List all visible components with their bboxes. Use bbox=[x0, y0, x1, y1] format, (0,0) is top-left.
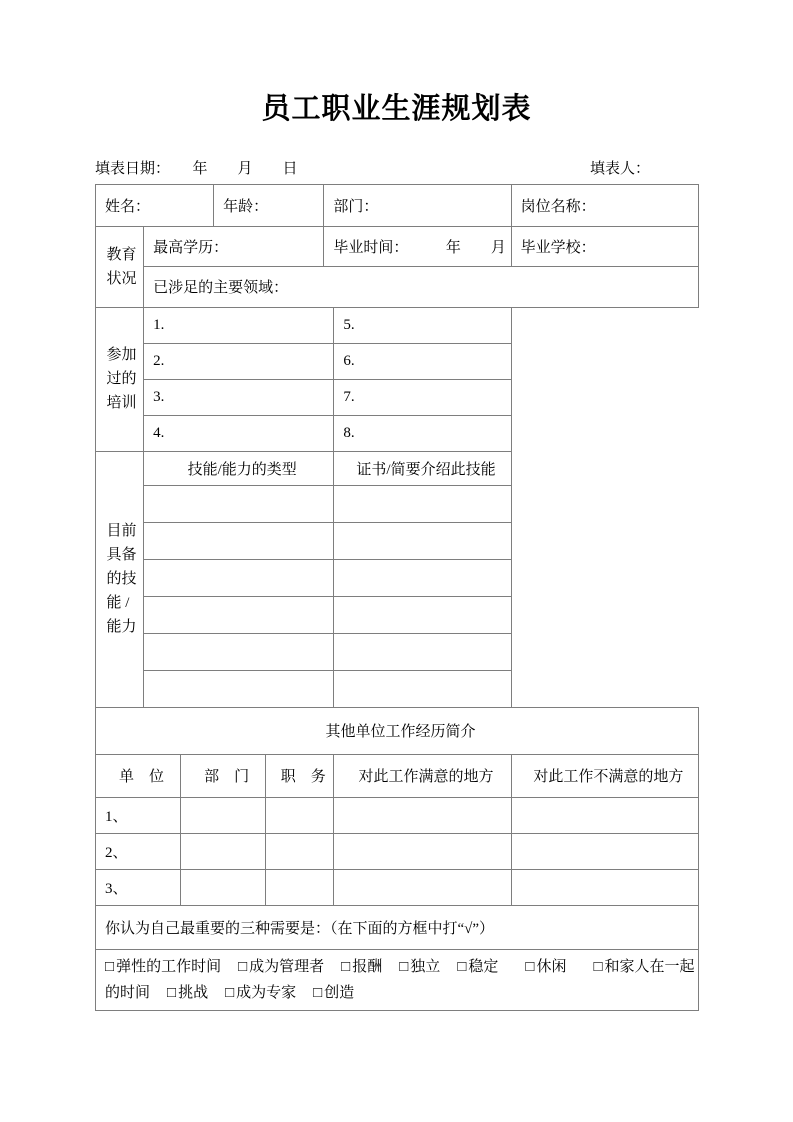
experience-department-cell[interactable] bbox=[181, 869, 266, 905]
needs-prompt-row bbox=[96, 905, 699, 949]
skill-type-cell[interactable] bbox=[144, 633, 334, 670]
fields-covered-field[interactable]: 已涉足的主要领域： bbox=[144, 266, 699, 307]
experience-unit-cell[interactable]: 2、 bbox=[96, 833, 181, 869]
fields-covered-row bbox=[96, 266, 699, 307]
need-option-label: 成为管理者 bbox=[249, 958, 325, 975]
skill-cert-cell[interactable] bbox=[334, 596, 511, 633]
skill-cert-cell[interactable] bbox=[334, 633, 511, 670]
need-option-leisure[interactable] bbox=[525, 959, 566, 975]
checkbox-icon[interactable]: □ bbox=[225, 984, 235, 1001]
checkbox-icon[interactable]: □ bbox=[525, 958, 535, 975]
needs-options bbox=[96, 949, 699, 1010]
experience-unit-cell[interactable]: 3、 bbox=[96, 869, 181, 905]
experience-header-satisfied: 对此工作满意的地方 bbox=[334, 754, 511, 797]
experience-header-position: 职 务 bbox=[266, 754, 334, 797]
skills-row bbox=[96, 559, 699, 596]
need-option-creativity[interactable] bbox=[313, 985, 354, 1001]
experience-row bbox=[96, 833, 699, 869]
experience-section-title: 其他单位工作经历简介 bbox=[96, 707, 699, 754]
need-option-label: 成为专家 bbox=[236, 984, 297, 1001]
skills-row bbox=[96, 596, 699, 633]
experience-position-cell[interactable] bbox=[266, 833, 334, 869]
basic-info-row bbox=[96, 184, 699, 226]
skill-type-cell[interactable] bbox=[144, 596, 334, 633]
training-item-7[interactable]: 7. bbox=[334, 379, 511, 415]
experience-department-cell[interactable] bbox=[181, 833, 266, 869]
checkbox-icon[interactable]: □ bbox=[593, 958, 603, 975]
experience-satisfied-cell[interactable] bbox=[334, 869, 511, 905]
position-field[interactable]: 岗位名称： bbox=[511, 184, 698, 226]
training-row bbox=[96, 379, 699, 415]
experience-satisfied-cell[interactable] bbox=[334, 833, 511, 869]
skills-row bbox=[96, 633, 699, 670]
experience-position-cell[interactable] bbox=[266, 869, 334, 905]
graduation-time-field[interactable]: 毕业时间： 年 月 bbox=[324, 226, 511, 266]
experience-header-unit: 单 位 bbox=[96, 754, 181, 797]
checkbox-icon[interactable]: □ bbox=[238, 958, 248, 975]
checkbox-icon[interactable]: □ bbox=[341, 958, 351, 975]
skill-type-cell[interactable] bbox=[144, 485, 334, 522]
training-item-8[interactable]: 8. bbox=[334, 415, 511, 451]
need-option-become-expert[interactable] bbox=[225, 985, 296, 1001]
age-field[interactable]: 年龄： bbox=[214, 184, 324, 226]
need-option-label: 和家人在一起的时间 bbox=[105, 958, 695, 1001]
skill-cert-cell[interactable] bbox=[334, 485, 511, 522]
experience-position-cell[interactable] bbox=[266, 797, 334, 833]
need-option-label: 弹性的工作时间 bbox=[116, 958, 222, 975]
career-plan-form bbox=[95, 184, 699, 1011]
experience-row bbox=[96, 797, 699, 833]
skills-row bbox=[96, 670, 699, 707]
need-option-independence[interactable] bbox=[399, 959, 440, 975]
need-option-flexible-hours[interactable] bbox=[105, 959, 221, 975]
training-row bbox=[96, 415, 699, 451]
education-row bbox=[96, 226, 699, 266]
training-item-3[interactable]: 3. bbox=[144, 379, 334, 415]
training-section-label: 参加过的培训 bbox=[96, 307, 144, 451]
experience-unsatisfied-cell[interactable] bbox=[511, 797, 698, 833]
checkbox-icon[interactable]: □ bbox=[167, 984, 177, 1001]
checkbox-icon[interactable]: □ bbox=[313, 984, 323, 1001]
fill-date-label: 填表日期： 年 月 日 bbox=[95, 160, 298, 177]
experience-satisfied-cell[interactable] bbox=[334, 797, 511, 833]
experience-unit-cell[interactable]: 1、 bbox=[96, 797, 181, 833]
training-item-6[interactable]: 6. bbox=[334, 343, 511, 379]
training-item-4[interactable]: 4. bbox=[144, 415, 334, 451]
degree-field[interactable]: 最高学历： bbox=[144, 226, 324, 266]
need-option-label: 休闲 bbox=[536, 958, 567, 975]
skill-cert-cell[interactable] bbox=[334, 670, 511, 707]
experience-department-cell[interactable] bbox=[181, 797, 266, 833]
training-item-1[interactable]: 1. bbox=[144, 307, 334, 343]
skill-cert-cell[interactable] bbox=[334, 522, 511, 559]
checkbox-icon[interactable]: □ bbox=[105, 958, 115, 975]
training-item-5[interactable]: 5. bbox=[334, 307, 511, 343]
experience-title-row bbox=[96, 707, 699, 754]
need-option-become-manager[interactable] bbox=[238, 959, 324, 975]
experience-header-row bbox=[96, 754, 699, 797]
need-option-label: 稳定 bbox=[468, 958, 499, 975]
skills-header-row bbox=[96, 451, 699, 485]
skills-section-label: 目前具备的技能 / 能力 bbox=[96, 451, 144, 707]
experience-header-department: 部 门 bbox=[181, 754, 266, 797]
need-option-stability[interactable] bbox=[457, 959, 498, 975]
page-title: 员工职业生涯规划表 bbox=[261, 93, 532, 125]
need-option-label: 报酬 bbox=[352, 958, 383, 975]
school-field[interactable]: 毕业学校： bbox=[511, 226, 698, 266]
skill-cert-cell[interactable] bbox=[334, 559, 511, 596]
needs-options-row bbox=[96, 949, 699, 1010]
need-option-pay[interactable] bbox=[341, 959, 382, 975]
needs-prompt: 你认为自己最重要的三种需要是：（在下面的方框中打“√”） bbox=[96, 905, 699, 949]
meta-row bbox=[95, 159, 697, 179]
skills-cert-header: 证书/简要介绍此技能 bbox=[334, 451, 511, 485]
need-option-challenge[interactable] bbox=[167, 985, 208, 1001]
need-option-label: 挑战 bbox=[178, 984, 209, 1001]
experience-unsatisfied-cell[interactable] bbox=[511, 869, 698, 905]
skills-row bbox=[96, 522, 699, 559]
filler-label: 填表人： bbox=[589, 160, 650, 177]
education-section-label: 教育状况 bbox=[96, 226, 144, 307]
training-item-2[interactable]: 2. bbox=[144, 343, 334, 379]
experience-row bbox=[96, 869, 699, 905]
skills-row bbox=[96, 485, 699, 522]
experience-unsatisfied-cell[interactable] bbox=[511, 833, 698, 869]
skill-type-cell[interactable] bbox=[144, 522, 334, 559]
experience-header-unsatisfied: 对此工作不满意的地方 bbox=[511, 754, 698, 797]
skill-type-cell[interactable] bbox=[144, 670, 334, 707]
skill-type-cell[interactable] bbox=[144, 559, 334, 596]
training-row bbox=[96, 343, 699, 379]
checkbox-icon[interactable]: □ bbox=[399, 958, 409, 975]
department-field[interactable]: 部门： bbox=[324, 184, 511, 226]
skills-type-header: 技能/能力的类型 bbox=[144, 451, 334, 485]
name-field[interactable]: 姓名： bbox=[96, 184, 214, 226]
need-option-label: 创造 bbox=[324, 984, 355, 1001]
checkbox-icon[interactable]: □ bbox=[457, 958, 467, 975]
need-option-label: 独立 bbox=[410, 958, 441, 975]
training-row bbox=[96, 307, 699, 343]
